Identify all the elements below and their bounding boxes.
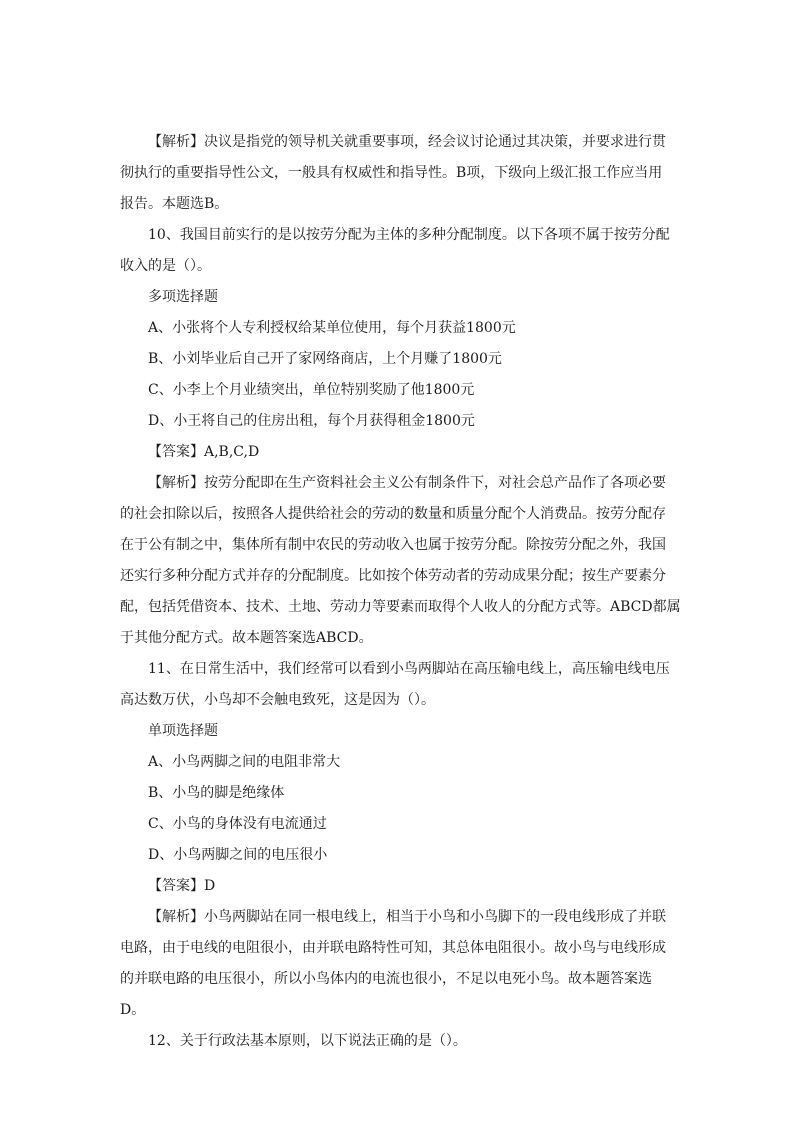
text-line: 收入的是（）。 <box>120 258 211 274</box>
option-b: B、小刘毕业后自己开了家网络商店，上个月赚了1800元 <box>148 351 502 367</box>
question-type-single: 单项选择题 <box>148 723 218 739</box>
analysis-paragraph-q11 <box>120 902 680 1026</box>
text-line: 高达数万伏，小鸟却不会触电致死，这是因为（）。 <box>120 692 435 708</box>
text-line: 在于公有制之中，集体所有制中农民的劳动收入也属于按劳分配。除按劳分配之外，我国 <box>120 537 666 553</box>
option-a: A、小鸟两脚之间的电阻非常大 <box>148 754 341 770</box>
text-line: 电路，由于电线的电阻很小，由并联电路特性可知，其总体电阻很小。故小鸟与电线形成 <box>120 940 666 956</box>
text-line: D。 <box>120 1002 146 1018</box>
text-line: 12、关于行政法基本原则，以下说法正确的是（）。 <box>148 1033 467 1049</box>
option-c: C、小鸟的身体没有电流通过 <box>148 816 327 832</box>
answer-q11: 【答案】D <box>148 878 216 894</box>
question-10 <box>120 220 680 282</box>
text-line: 11、在日常生活中，我们经常可以看到小鸟两脚站在高压输电线上，高压输电线电压 <box>148 661 670 677</box>
text-line: 【解析】按劳分配即在生产资料社会主义公有制条件下，对社会总产品作了各项必要 <box>148 475 666 491</box>
analysis-paragraph-q9 <box>120 127 680 220</box>
text-line: 的社会扣除以后，按照各人提供给社会的劳动的数量和质量分配个人消费品。按劳分配存 <box>120 506 666 522</box>
text-line: 【解析】决议是指党的领导机关就重要事项，经会议讨论通过其决策，并要求进行贯 <box>148 134 666 150</box>
question-type-multi: 多项选择题 <box>148 289 218 305</box>
option-b: B、小鸟的脚是绝缘体 <box>148 785 285 801</box>
question-12 <box>120 1026 680 1057</box>
text-line: 的并联电路的电压很小，所以小鸟体内的电流也很小，不足以电死小鸟。故本题答案选 <box>120 971 652 987</box>
text-line: 还实行多种分配方式并存的分配制度。比如按个体劳动者的劳动成果分配；按生产要素分 <box>120 568 666 584</box>
option-d: D、小鸟两脚之间的电压很小 <box>148 847 328 863</box>
option-c: C、小李上个月业绩突出，单位特别奖励了他1800元 <box>148 382 475 398</box>
text-line: 【解析】小鸟两脚站在同一根电线上，相当于小鸟和小鸟脚下的一段电线形成了并联 <box>148 909 666 925</box>
analysis-paragraph-q10 <box>120 468 680 654</box>
question-11 <box>120 654 680 716</box>
text-line: 配，包括凭借资本、技术、土地、劳动力等要素而取得个人收人的分配方式等。ABCD都属 <box>120 599 681 615</box>
answer-q10: 【答案】A,B,C,D <box>148 444 260 460</box>
option-d: D、小王将自己的住房出租，每个月获得租金1800元 <box>148 413 475 429</box>
text-line: 10、我国目前实行的是以按劳分配为主体的多种分配制度。以下各项不属于按劳分配 <box>148 227 670 243</box>
text-line: 报告。本题选B。 <box>120 196 229 212</box>
text-line: 彻执行的重要指导性公文，一般具有权威性和指导性。B项，下级向上级汇报工作应当用 <box>120 165 663 181</box>
option-a: A、小张将个人专利授权给某单位使用，每个月获益1800元 <box>148 320 516 336</box>
text-line: 于其他分配方式。故本题答案选ABCD。 <box>120 630 373 646</box>
